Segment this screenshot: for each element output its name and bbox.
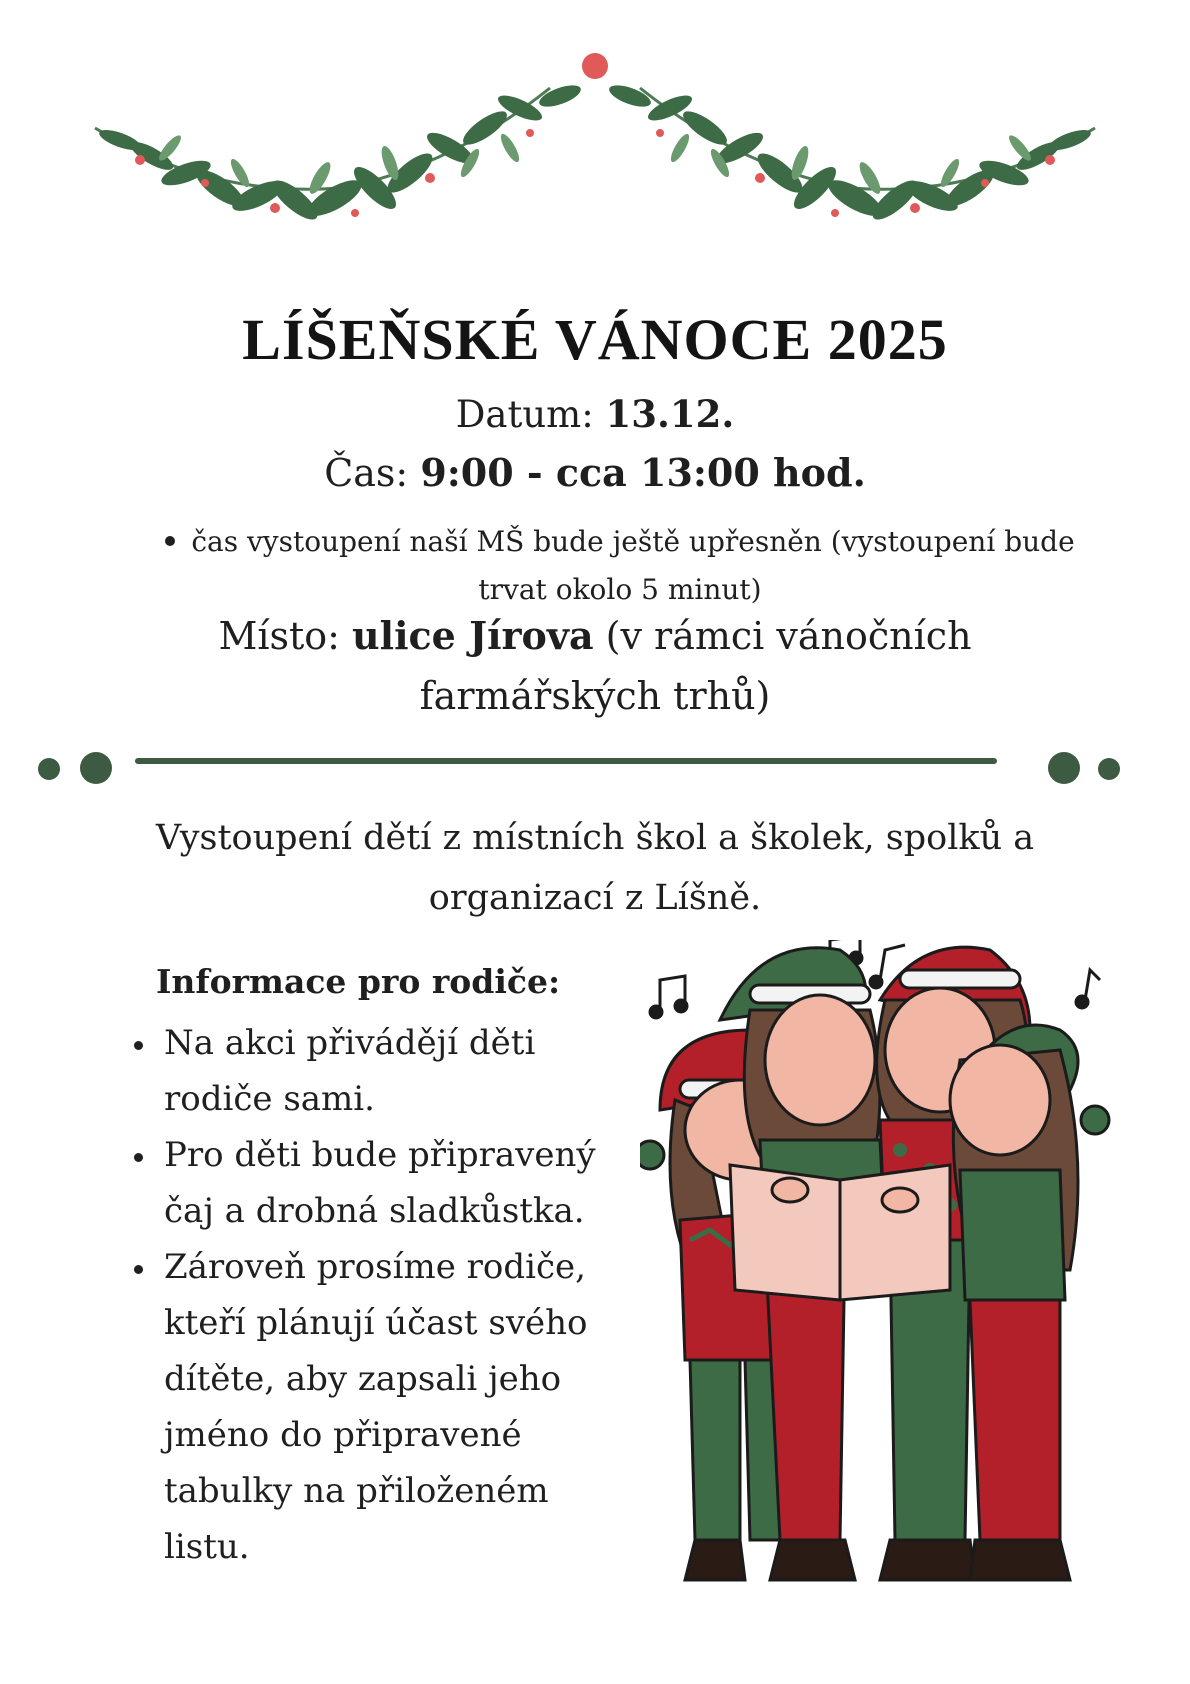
list-item: Pro děti bude připravený čaj a drobná sladkůstka. [130,1127,630,1239]
time-note-text: čas vystoupení naší MŠ bude ještě upřesněn (vystoupení bude trvat okolo 5 minut) [191,525,1075,606]
parents-info-list [130,1015,630,1575]
divider-line [135,758,997,764]
date-line [0,392,1190,436]
bullet-icon [165,536,175,546]
parents-info-heading: Informace pro rodiče: [156,962,561,1001]
place-value: ulice Jírova [352,613,594,658]
performance-text: Vystoupení dětí z místních škol a školek, spolků a organizací z Líšně. [155,818,1035,918]
divider-dot [80,752,112,784]
date-value: 13.12. [605,392,735,436]
divider-dot [38,758,60,780]
divider-dot [1048,752,1080,784]
list-item: Na akci přivádějí děti rodiče sami. [130,1015,630,1127]
divider-dot [1098,758,1120,780]
date-label: Datum: [455,393,606,436]
carol-singers-illustration [640,940,1160,1600]
time-label: Čas: [324,451,421,495]
time-value: 9:00 - cca 13:00 hod. [420,450,866,495]
list-item: Zároveň prosíme rodiče, kteří plánují účast svého dítěte, aby zapsali jeho jméno do připravené tabulky na přiloženém listu. [130,1239,630,1575]
garland-decoration [90,48,1100,248]
place-line [180,606,1010,726]
time-line [0,450,1190,495]
music-note-icon [650,940,1100,1018]
place-label: Místo: [218,614,353,658]
time-note [160,518,1080,614]
place-note: (v rámci vánočních farmářských trhů) [419,614,972,718]
page-title: LÍŠEŇSKÉ VÁNOCE 2025 [242,307,948,372]
